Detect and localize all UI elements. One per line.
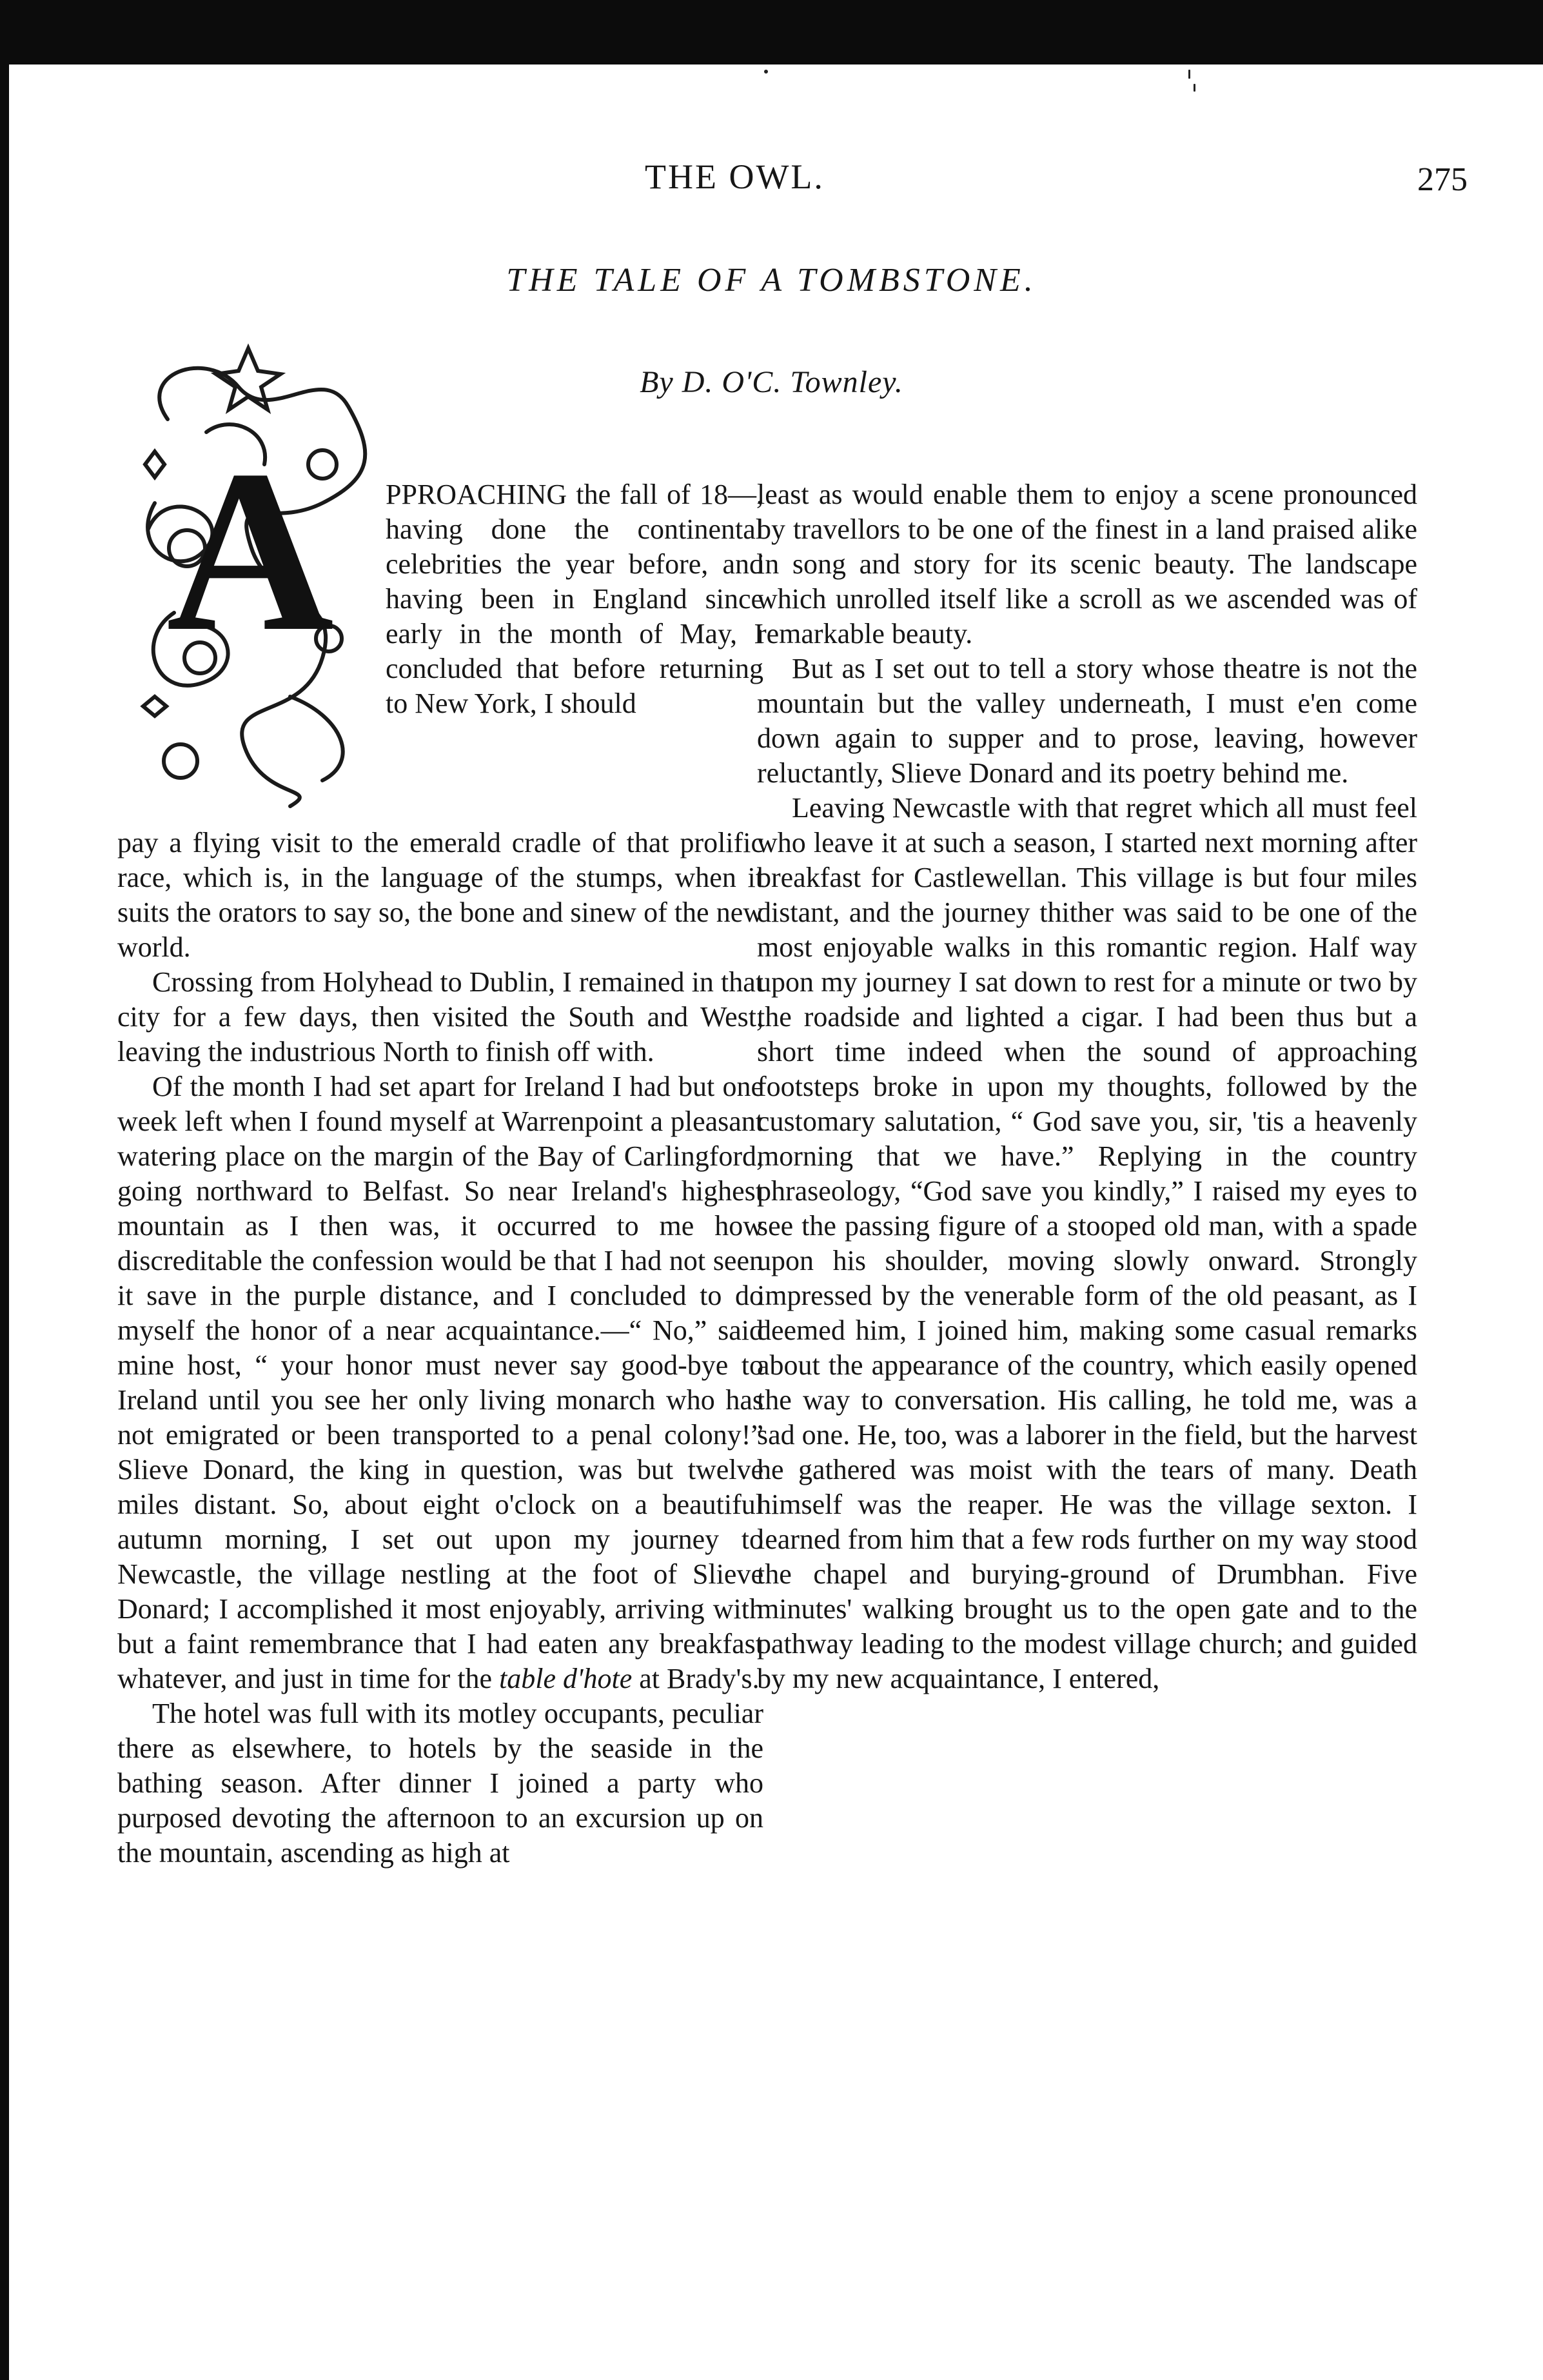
ornament-scroll: [164, 744, 197, 778]
paragraph: Leaving Newcastle with that regret which all must feel who leave it at such a season, I started next morning after breakfast for Castlewellan. This village is but four miles distant, and the journey thither was said to be one of the most enjoyable walks in this romantic region. Half way upon my journey I sat down to rest for a minute or two by the roadside and lighted a cigar. I had been thus but a short time indeed when the sound of approaching footsteps broke in upon my thoughts, followed by the customary salutation, “ God save you, sir, 'tis a heavenly morning that we have.” Replying in the country phraseology, “God save you kindly,” I raised my eyes to see the passing figure of a stooped old man, with a spade upon his shoulder, moving slowly onward. Strongly impressed by the venerable form of the old peasant, as I deemed him, I joined him, making some casual remarks about the appearance of the country, which easily opened the way to conversation. His calling, he told me, was a sad one. He, too, was a laborer in the field, but the harvest he gathered was moist with the tears of many. Death himself was the reaper. He was the village sexton. I learned from him that a few rods further on my way stood the chapel and burying-ground of Drumbhan. Five minutes' walking brought us to the open gate and to the pathway leading to the modest village church; and guided by my new acquaintance, I entered,: [757, 792, 1417, 1694]
column-left: [117, 826, 763, 1870]
paragraph: [117, 1069, 763, 1696]
paragraph: But as I set out to tell a story whose theatre is not the mountain but the valley underneath, I must e'en come down again to supper and to prose, leaving, however reluctantly, Slieve Donard and its poetry behind me.: [757, 653, 1417, 789]
ornament-star: [143, 697, 166, 716]
page-number: 275: [1417, 161, 1468, 198]
ornament-star: [145, 451, 164, 477]
decorative-initial-ornament: [129, 335, 387, 813]
byline: By D. O'C. Townley.: [640, 365, 903, 399]
scan-speck: [1194, 84, 1195, 92]
paragraph: Crossing from Holyhead to Dublin, I remained in that city for a few days, then visited the South and West, leaving the industrious North to finish off with.: [117, 966, 763, 1067]
scan-speck: [764, 70, 768, 74]
drop-cap-letter: A: [166, 422, 334, 679]
italic-phrase: table d'hote: [499, 1663, 633, 1694]
story-title: THE TALE OF A TOMBSTONE.: [506, 262, 1037, 299]
paragraph: The hotel was full with its motley occupants, peculiar there as elsewhere, to hotels by the seaside in the bathing season. After dinner I joined a party who purposed devoting the afternoon to an excursion up on the mountain, ascending as high at: [117, 1698, 763, 1869]
paragraph-cont: least as would enable them to enjoy a scene pronounced by travellors to be one of the finest in a land praised alike in song and story for its scenic beauty. The landscape which unrolled itself like a scroll as we ascended was of remarkable beauty.: [757, 479, 1417, 650]
running-head: [0, 157, 1543, 202]
paragraph-text: at Brady's.: [639, 1663, 760, 1694]
paragraph-opening: PPROACHING the fall of 18—, having done the continental celebrities the year before, and having been in England since early in the month of May, I concluded that before returning to New York, I should: [386, 479, 763, 719]
scan-border-left: [0, 0, 9, 2380]
ornament-vine: [290, 697, 343, 780]
paragraph-text: Of the month I had set apart for Ireland I had but one week left when I found myself at Warrenpoint a pleasant watering place on the margin of the Bay of Carlingford, going northward to Belfast. So near Ireland's highest mountain as I then was, it occurred to me how discreditable the confession would be that I had not seen it save in the purple distance, and I concluded to do myself the honor of a near acquaintance.—“ No,” said mine host, “ your honor must never say good-bye to Ireland until you see her only living monarch who has not emigrated or been transported to a penal colony!” Slieve Donard, the king in question, was but twelve miles distant. So, about eight o'clock on a beautiful autumn morning, I set out upon my journey to Newcastle, the village nestling at the foot of Slieve Donard; I accomplished it most enjoyably, arriving with but a faint remembrance that I had eaten any breakfast whatever, and just in time for the: [117, 1071, 763, 1694]
scan-speck: [1188, 70, 1190, 79]
column-right: [757, 477, 1417, 1696]
paragraph-opening-cont: pay a flying visit to the emerald cradle of that prolific race, which is, in the language of the stumps, when it suits the orators to say so, the bone and sinew of the new world.: [117, 827, 763, 963]
scan-border-top: [0, 0, 1543, 64]
column-left-opening: [386, 477, 763, 721]
journal-title: THE OWL.: [645, 157, 825, 196]
